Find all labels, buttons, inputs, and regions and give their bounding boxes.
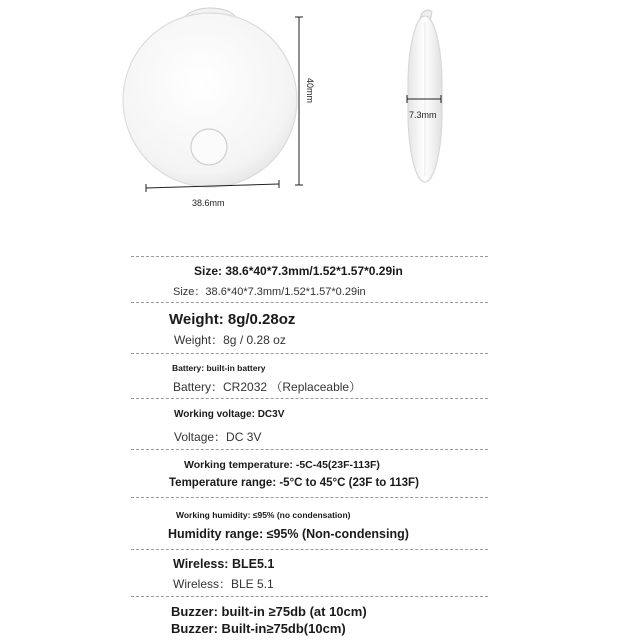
humidity-line: Humidity range: ≤95% (Non-condensing): [168, 527, 409, 541]
size-line: Size：38.6*40*7.3mm/1.52*1.57*0.29in: [173, 286, 366, 298]
humidity-title: Working humidity: ≤95% (no condensation): [176, 510, 351, 520]
divider: [131, 256, 488, 257]
buzzer-title: Buzzer: built-in ≥75db (at 10cm): [171, 604, 367, 619]
temperature-title: Working temperature: -5C-45(23F-113F): [184, 459, 380, 471]
battery-line: Battery：CR2032 （Replaceable）: [173, 380, 362, 394]
wireless-line: Wireless：BLE 5.1: [173, 577, 274, 591]
width-label: 38.6mm: [192, 198, 225, 208]
weight-title: Weight: 8g/0.28oz: [169, 311, 296, 328]
voltage-title: Working voltage: DC3V: [174, 409, 285, 420]
divider: [131, 398, 488, 399]
divider: [131, 302, 488, 303]
divider: [131, 549, 488, 550]
thickness-label: 7.3mm: [409, 110, 437, 120]
temperature-line: Temperature range: -5°C to 45°C (23F to 113F): [169, 477, 419, 489]
weight-line: Weight：8g / 0.28 oz: [174, 333, 286, 347]
divider: [131, 353, 488, 354]
divider: [131, 596, 488, 597]
buzzer-line: Buzzer: Built-in≥75db(10cm): [171, 621, 346, 636]
height-label: 40mm: [305, 78, 315, 104]
wireless-title: Wireless: BLE5.1: [173, 557, 275, 571]
size-title: Size: 38.6*40*7.3mm/1.52*1.57*0.29in: [194, 264, 403, 278]
divider: [131, 497, 488, 498]
voltage-line: Voltage：DC 3V: [174, 430, 262, 444]
product-diagram: [0, 0, 640, 230]
tracker-button: [191, 129, 227, 165]
divider: [131, 449, 488, 450]
battery-title: Battery: built-in battery: [172, 363, 266, 373]
